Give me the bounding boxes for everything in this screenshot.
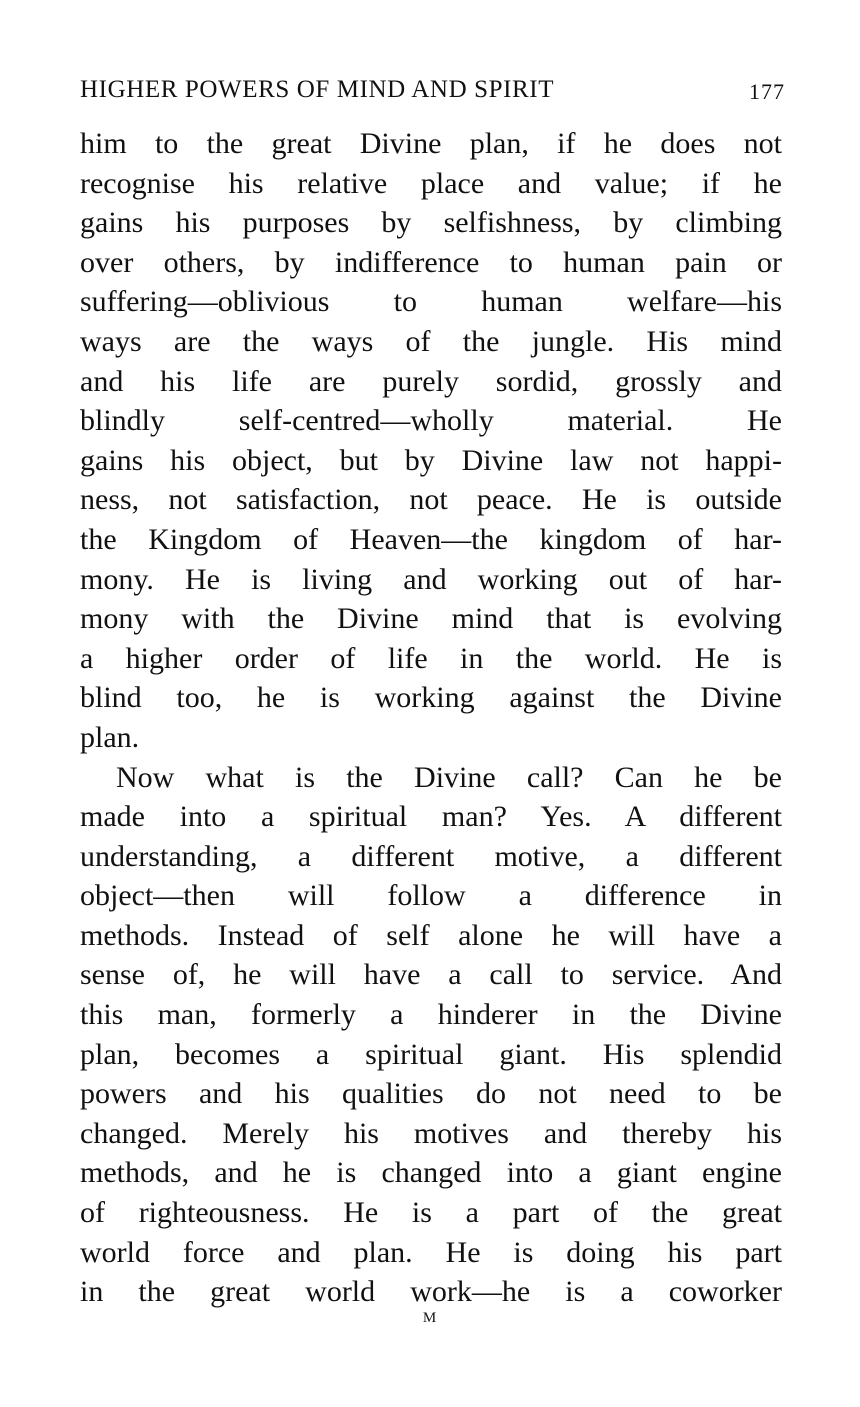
text-line: gains his purposes by selfishness, by climbing xyxy=(80,206,782,240)
text-line: sense of, he will have a call to service. And xyxy=(80,958,782,992)
text-line: methods, and he is changed into a giant engine xyxy=(80,1156,782,1190)
paragraph xyxy=(80,758,782,1312)
text-line: this man, formerly a hinderer in the Divine xyxy=(80,998,782,1032)
text-line: and his life are purely sordid, grossly and xyxy=(80,364,782,398)
text-line: made into a spiritual man? Yes. A different xyxy=(80,800,782,834)
running-head xyxy=(80,72,785,108)
text-line: recognise his relative place and value; if he xyxy=(80,166,782,200)
text-line: Now what is the Divine call? Can he be xyxy=(116,760,782,794)
text-line: mony. He is living and working out of har- xyxy=(80,562,782,596)
text-line: suffering—oblivious to human welfare—his xyxy=(80,285,782,319)
running-head-title: HIGHER POWERS OF MIND AND SPIRIT xyxy=(80,76,555,103)
text-line: plan. xyxy=(80,720,140,754)
text-line: changed. Merely his motives and thereby his xyxy=(80,1116,782,1150)
text-line: plan, becomes a spiritual giant. His splendid xyxy=(80,1037,782,1071)
page-number: 177 xyxy=(749,79,785,104)
text-line: blindly self-centred—wholly material. He xyxy=(80,404,782,438)
text-line: gains his object, but by Divine law not happi- xyxy=(80,443,782,477)
text-line: ness, not satisfaction, not peace. He is outside xyxy=(80,483,782,517)
text-line: blind too, he is working against the Divine xyxy=(80,681,782,715)
text-line: over others, by indifference to human pain or xyxy=(80,245,782,279)
text-line: understanding, a different motive, a different xyxy=(80,839,782,873)
text-line: the Kingdom of Heaven—the kingdom of har- xyxy=(80,522,782,556)
text-line: object—then will follow a difference in xyxy=(80,879,782,913)
text-line: methods. Instead of self alone he will have a xyxy=(80,918,782,952)
text-line: a higher order of life in the world. He is xyxy=(80,641,782,675)
body-text xyxy=(80,124,782,1312)
text-line: ways are the ways of the jungle. His mind xyxy=(80,324,782,358)
text-line: him to the great Divine plan, if he does not xyxy=(80,127,782,160)
text-line: of righteousness. He is a part of the great xyxy=(80,1196,782,1230)
text-line: in the great world work—he is a coworker xyxy=(80,1275,782,1309)
text-line: mony with the Divine mind that is evolving xyxy=(80,602,782,636)
text-line: powers and his qualities do not need to be xyxy=(80,1077,782,1111)
paragraph xyxy=(80,124,782,758)
signature-mark: M xyxy=(422,1310,438,1326)
text-line: world force and plan. He is doing his part xyxy=(80,1235,782,1269)
